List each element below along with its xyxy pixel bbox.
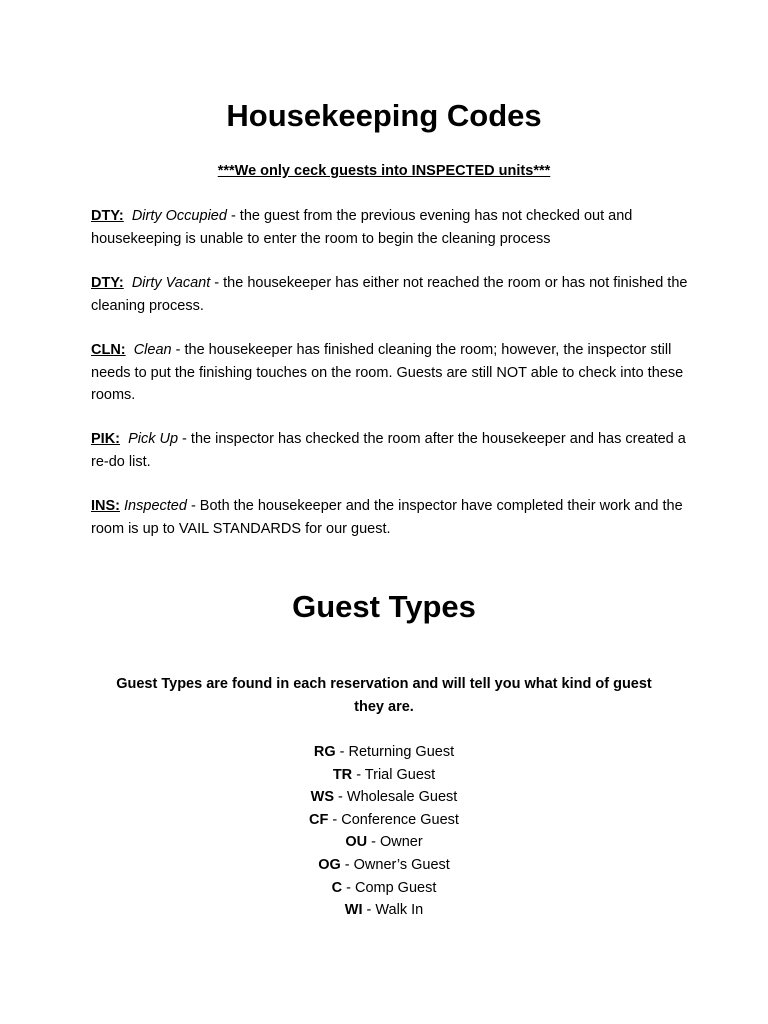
code-separator — [124, 275, 132, 291]
guest-type-item — [0, 764, 768, 787]
code-entry-dirty-vacant — [91, 272, 691, 317]
code-label: DTY: — [91, 208, 124, 224]
guest-type-abbr: WS — [310, 789, 335, 806]
code-entry-dirty-occupied — [91, 205, 691, 250]
code-name: Inspected — [124, 498, 187, 514]
guest-type-item — [0, 877, 768, 900]
guest-types-list — [0, 741, 768, 922]
guest-type-abbr: WI — [344, 902, 363, 919]
guest-type-item — [0, 899, 768, 922]
guest-type-label: - Conference Guest — [328, 811, 459, 828]
guest-type-item — [0, 831, 768, 854]
code-name: Clean — [133, 342, 172, 358]
guest-type-label: - Owner — [367, 834, 423, 851]
code-description: - the inspector has checked the room after the housekeeper and has created a re-do list. — [91, 431, 686, 470]
code-label: INS: — [91, 498, 120, 514]
guest-type-item — [0, 786, 768, 809]
code-description: - the housekeeper has either not reached the room or has not finished the cleaning process. — [91, 275, 688, 314]
code-label: DTY: — [91, 275, 124, 291]
guest-types-intro: Guest Types are found in each reservation and will tell you what kind of guest they are. — [116, 676, 652, 715]
code-entry-clean — [91, 339, 691, 407]
code-separator — [124, 208, 132, 224]
guest-type-label: - Trial Guest — [352, 766, 436, 783]
guest-types-heading: Guest Types — [292, 589, 476, 624]
guest-type-item — [0, 741, 768, 764]
code-description: - the housekeeper has finished cleaning the room; however, the inspector still needs to put the finishing touches on the room. Guests are still NOT able to check into these rooms. — [91, 342, 684, 403]
guest-type-abbr: CF — [309, 811, 329, 828]
guest-type-item — [0, 854, 768, 877]
guest-type-label: - Returning Guest — [335, 744, 455, 760]
guest-type-abbr: OG — [318, 856, 341, 873]
inspected-notice: ***We only ceck guests into INSPECTED units*** — [217, 163, 551, 179]
guest-type-item — [0, 809, 768, 832]
guest-type-label: - Wholesale Guest — [334, 789, 458, 806]
code-name: Dirty Occupied — [131, 208, 227, 224]
guest-type-label: - Owner’s Guest — [340, 856, 450, 873]
code-label: CLN: — [91, 342, 126, 358]
code-separator — [120, 431, 128, 447]
guest-type-abbr: TR — [332, 766, 353, 783]
code-entry-inspected — [91, 495, 691, 540]
guest-type-label: - Comp Guest — [342, 879, 437, 896]
code-entry-pick-up — [91, 428, 691, 473]
guest-type-abbr: OU — [345, 834, 368, 851]
code-description: - Both the housekeeper and the inspector have completed their work and the room is up to VAIL STANDARDS for our guest. — [91, 498, 683, 537]
page-title: Housekeeping Codes — [226, 98, 542, 133]
guest-type-label: - Walk In — [362, 902, 424, 919]
guest-type-abbr: C — [331, 879, 343, 896]
code-separator — [126, 342, 134, 358]
code-name: Dirty Vacant — [131, 275, 211, 291]
guest-type-abbr: RG — [313, 744, 336, 760]
code-label: PIK: — [91, 431, 120, 447]
code-name: Pick Up — [128, 431, 179, 447]
code-description: - the guest from the previous evening has not checked out and housekeeping is unable to enter the room to begin the cleaning process — [91, 208, 633, 247]
